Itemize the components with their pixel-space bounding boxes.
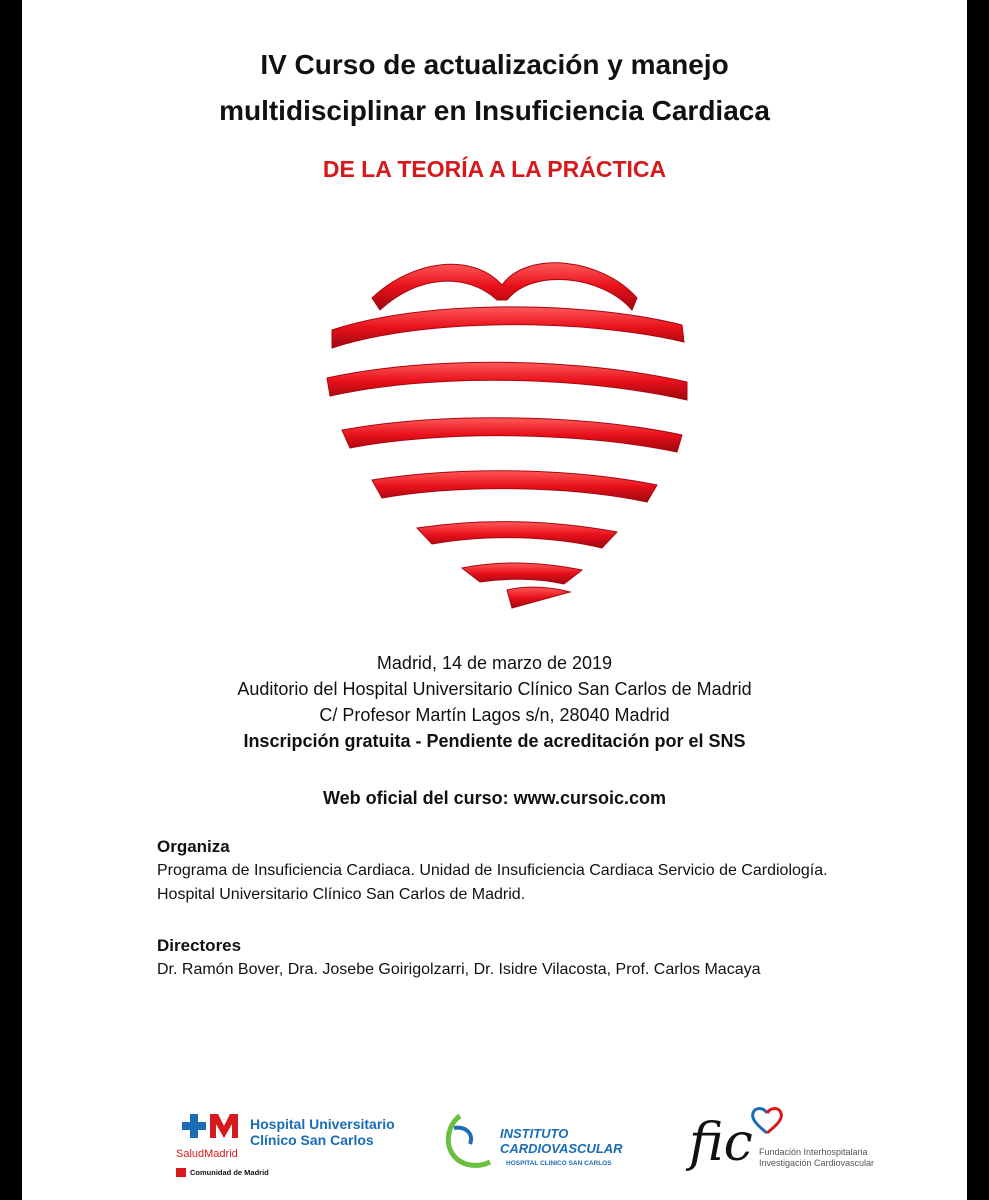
- sponsor-logos: [22, 1100, 967, 1190]
- hospital-clinico-logo: [172, 1108, 432, 1178]
- directores-heading: Directores: [157, 936, 242, 955]
- icv-swoosh-icon: [440, 1110, 500, 1174]
- organiza-heading: Organiza: [157, 837, 230, 856]
- hospital-name-line-1: Hospital Universitario: [250, 1116, 395, 1132]
- hospital-name-line-2: Clínico San Carlos: [250, 1132, 374, 1148]
- comunidad-madrid-label: Comunidad de Madrid: [190, 1168, 269, 1177]
- organiza-section: [157, 835, 837, 907]
- ribbon-heart-image: [302, 230, 702, 610]
- directores-section: [157, 934, 837, 982]
- icv-name: [500, 1126, 623, 1156]
- comunidad-flag-icon: [176, 1168, 186, 1177]
- instituto-cardiovascular-logo: [440, 1110, 640, 1180]
- event-address: C/ Profesor Martín Lagos s/n, 28040 Madrid: [319, 705, 670, 725]
- course-title: [22, 42, 967, 134]
- event-venue: Auditorio del Hospital Universitario Clínico San Carlos de Madrid: [237, 679, 752, 699]
- icv-name-line-2: CARDIOVASCULAR: [500, 1141, 623, 1156]
- fic-foundation-name: [759, 1147, 874, 1169]
- salud-madrid-label: SaludMadrid: [176, 1148, 238, 1160]
- poster-page: [22, 0, 967, 1200]
- fic-line-2: Investigación Cardiovascular: [759, 1158, 875, 1168]
- directores-text: Dr. Ramón Bover, Dra. Josebe Goirigolzarri, Dr. Isidre Vilacosta, Prof. Carlos Macaya: [157, 961, 761, 978]
- fic-logo: [667, 1105, 887, 1180]
- salud-madrid-cross-icon: [172, 1110, 248, 1152]
- icv-name-line-1: INSTITUTO: [500, 1126, 569, 1141]
- organiza-text: Programa de Insuficiencia Cardiaca. Unidad de Insuficiencia Cardiaca Servicio de Cardiología. Hospital Universitario Clínico San Carlos de Madrid.: [157, 862, 828, 903]
- fic-line-1: Fundación Interhospitalaria: [759, 1147, 868, 1157]
- icv-subtitle: HOSPITAL CLINICO SAN CARLOS: [506, 1160, 612, 1167]
- event-info: [22, 650, 967, 754]
- official-website[interactable]: Web oficial del curso: www.cursoic.com: [322, 788, 667, 808]
- event-date: Madrid, 14 de marzo de 2019: [376, 653, 613, 673]
- hospital-name: [250, 1116, 395, 1148]
- title-line-2: multidisciplinar en Insuficiencia Cardiaca: [219, 95, 770, 126]
- fic-wordmark: fic: [689, 1113, 753, 1173]
- course-subtitle: DE LA TEORÍA A LA PRÁCTICA: [322, 156, 667, 182]
- title-line-1: IV Curso de actualización y manejo: [260, 49, 729, 80]
- registration-note: Inscripción gratuita - Pendiente de acreditación por el SNS: [243, 731, 746, 751]
- fic-heart-icon: [749, 1105, 785, 1137]
